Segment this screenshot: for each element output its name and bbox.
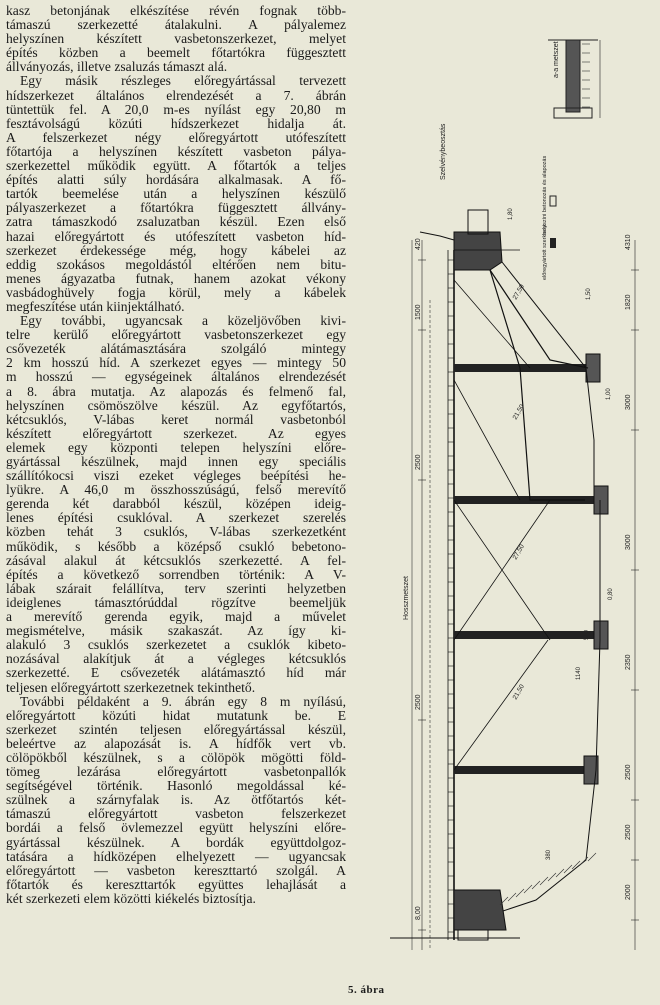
text-line: zatra támaszkodó zsaluzatban készül. Ezen első [6, 214, 346, 230]
text-line: gyártással készülnek. A bordák együttdolgoz- [6, 834, 346, 850]
side-label: Szelvénybeosztás [440, 123, 447, 180]
text-line: főtartója a helyszínen készített vasbeton pálya- [6, 143, 346, 159]
ground-hatch [532, 881, 540, 889]
pier-footing-shape [586, 354, 600, 382]
text-line: eddig szokásos megoldástól eltérően nem bitu- [6, 256, 346, 272]
dimension-label: 4310 [625, 234, 632, 250]
text-line: előregyártott közúti hidat mutatunk be. E [6, 707, 346, 723]
text-line: tüntettük fel. A 20,0 m-es nyílást egy 20,80 m [6, 101, 346, 117]
text-line: a 8. ábra mutatja. Az alapozás és felmenő fal, [6, 383, 346, 399]
dimension-label: 8,00 [415, 906, 422, 920]
text-line: szállítókocsi viszi ezeket végleges beépítési he- [6, 468, 346, 484]
text-line: főtartók és kereszttartók együttes lehajlását a [6, 876, 346, 892]
leg-label: 27,50 [511, 543, 526, 561]
abutment-shape [420, 232, 454, 240]
text-line: segítségével történik. Hasonló megoldással ké- [6, 778, 346, 794]
ground-hatch [508, 893, 516, 901]
text-line: építés a következő sorrendben történik: A V- [6, 566, 346, 582]
text-line: szülnek a szárnyfalak is. Az ötfőtartós két- [6, 792, 346, 808]
text-line: tömeg lezárása előregyártott vasbetonpallók [6, 764, 346, 780]
small-label: 1,80 [508, 208, 514, 220]
text-line: tatására a hídközépen elhelyezett — ugyancsak [6, 848, 346, 864]
v-leg-line [490, 270, 585, 500]
text-line: cölöpökből készülnek, s a cölöpök mögötti föld- [6, 749, 346, 765]
text-line: szerkezet érdekessége még, hogy kábelei az [6, 242, 346, 258]
text-line: támaszú szerkezetté átalakulni. A pályalemez [6, 17, 346, 33]
text-line: teljesen előregyártott szerkezetnek tekinthető. [6, 679, 256, 695]
dimension-label: 2350 [625, 654, 632, 670]
ground-hatch [524, 885, 532, 893]
text-line: építés alatti súly hordására alkalmasak. A fő- [6, 172, 346, 188]
text-line: beleértve az alapozását is. A hídfők vert vb. [6, 735, 346, 751]
leg-label: 21,50 [511, 683, 526, 701]
dimension-label: 1820 [625, 294, 632, 310]
text-line: megfeszítése után kiinjektálható. [6, 298, 185, 314]
dimension-label: 2500 [415, 694, 422, 710]
figure-caption: 5. ábra [348, 984, 385, 996]
abutment-shape [454, 232, 502, 270]
ground-hatch [516, 889, 524, 897]
text-line: nozásával alakítjuk át a végleges kétcsuklós [6, 651, 346, 667]
text-line: m hosszú — egységeinek általános elrendezését [6, 369, 346, 385]
text-line: kasz betonjának elkészítése révén fognak több- [6, 3, 346, 18]
text-line: szerkezet szintén teljesen előregyártással készül, [6, 721, 346, 737]
small-label: 1,00 [606, 388, 612, 400]
dimension-label: 3000 [625, 394, 632, 410]
ground-hatch [548, 873, 556, 881]
dimension-label: 2500 [625, 824, 632, 840]
pier-shape [454, 631, 594, 639]
text-line: előregyártott — vasbeton kereszttartó szolgál. A [6, 862, 346, 878]
text-line: gerenda két darabból készül, középen ideig- [6, 496, 346, 512]
text-line: elemek egy központi telepen helyszíni előre- [6, 439, 346, 455]
text-line: ideiglenes támasztórúddal rögzítve beemeljük [6, 594, 346, 610]
leg-label: 27,50 [511, 283, 526, 301]
section-pier-shape [566, 40, 580, 112]
text-line: Egy további, ugyancsak a közeljövőben kivi- [20, 313, 346, 329]
pier-footing-shape [594, 621, 608, 649]
text-line: lyükre. A 46,0 m összhosszúságú, felső merevítő [6, 482, 346, 498]
text-line: hazai előregyártott és utófeszített vasbeton híd- [6, 228, 346, 244]
text-line: kétcsuklós, V-lábas keret normál vasbetonból [6, 411, 346, 427]
text-line: fesztávolságú közúti hídszerkezet hidalja át. [6, 115, 346, 131]
bridge-figure [350, 0, 660, 1005]
legend-label: helyszíni betonozás és alapozás [542, 155, 548, 235]
legend-label: előregyártott szerkezet [542, 224, 548, 280]
legend-box-icon [550, 196, 556, 206]
text-line: telre kerülő előregyártott vasbetonszerkezet egy [6, 327, 346, 343]
ground-hatch [580, 857, 588, 865]
small-label: 540 [584, 629, 590, 640]
text-line: készített előregyártott szerkezet. Az egyes [6, 425, 346, 441]
small-label: 380 [546, 849, 552, 860]
text-line: két szerkezeti elem közötti kiékelés biztosítja. [6, 890, 256, 906]
text-line: helyszínen csömöszölve készül. Az egyfőtartós, [6, 397, 346, 413]
abutment-shape [468, 210, 488, 234]
text-line: állványozás, illetve zsaluzás támaszt alá. [6, 59, 228, 75]
text-line: tartók beemelése után a helyszínen készülő [6, 186, 346, 202]
text-line: Egy másik részleges előregyártással tervezett [20, 73, 346, 89]
text-line: közben tehát 3 csuklós, V-lábas szerkezetként [6, 524, 346, 540]
ground-hatch [540, 877, 548, 885]
dimension-label: 3000 [625, 534, 632, 550]
abutment-shape [454, 890, 506, 930]
small-label: 1140 [576, 667, 582, 680]
dimension-label: 2000 [625, 884, 632, 900]
text-line: bordái a felső övlemezzel együtt helyszíni előre- [6, 820, 346, 836]
dimension-label: 2500 [415, 454, 422, 470]
text-line: További példaként a 9. ábrán egy 8 m nyílású, [20, 693, 346, 709]
text-line: működik, s később a középső csukló bebetono- [6, 538, 346, 554]
text-line: zásával alakul át kétcsuklós szerkezetté. A fel- [6, 552, 346, 568]
pier-footing-shape [594, 486, 608, 514]
ground-hatch [556, 869, 564, 877]
text-line: csővezeték alátámasztására szolgáló mintegy [6, 341, 346, 357]
text-line: gyártással készülnek, majd innen egy speciális [6, 454, 346, 469]
text-line: 2 km hosszú híd. A szerkezet egyes — mintegy 50 [6, 355, 346, 371]
text-line: lábak szárait felállítva, terv szerinti helyzetben [6, 580, 346, 596]
body-text-column [6, 4, 346, 906]
small-label: 1,50 [586, 288, 592, 300]
text-line: megismételve, másik szakaszát. Az így ki- [6, 623, 346, 639]
text-line: támaszú előregyártott vasbeton felszerkezet [6, 806, 346, 822]
text-line: A felszerkezet négy előregyártott utófeszített [6, 129, 346, 145]
text-line: építés közben a beemelt főtartókra függesztett [6, 45, 346, 61]
pier-shape [454, 766, 584, 774]
dimension-label: 2500 [625, 764, 632, 780]
small-label: 0,80 [608, 588, 614, 600]
text-line: alakuló 3 csuklós szerkezetet a csuklók kibeto- [6, 637, 346, 653]
text-line: pályaszerkezet a főtartókra függesztett állvány- [6, 200, 346, 216]
text-line: szerkezetté. E csővezeték alátámasztó híd már [6, 665, 346, 681]
text-line: helyszínen készített vasbetonszerkezet, melyet [6, 31, 346, 47]
text-line: lenes építési csuklóval. A szerkezet szerelés [6, 510, 346, 526]
text-line: menes ágyazatba futnak, hanem azokat vékony [6, 270, 346, 286]
text-line: szerkezettel működik együtt. A főtartók a teljes [6, 158, 346, 174]
text-line: a merevítő gerenda egyik, majd a művelet [6, 609, 346, 625]
leg-label: 21,50 [511, 403, 526, 421]
longitudinal-label: Hosszmetszet [403, 576, 410, 620]
ground-hatch [588, 853, 596, 861]
legend-box-icon [550, 238, 556, 248]
dimension-label: 1500 [415, 304, 422, 320]
text-line: vasbádoghüvely fogja körül, mely a kábelek [6, 284, 346, 300]
dimension-label: 420 [415, 238, 422, 250]
text-line: hídszerkezet általános elrendezését a 7. ábrán [6, 87, 346, 103]
section-label: a-a metszet [553, 41, 560, 78]
